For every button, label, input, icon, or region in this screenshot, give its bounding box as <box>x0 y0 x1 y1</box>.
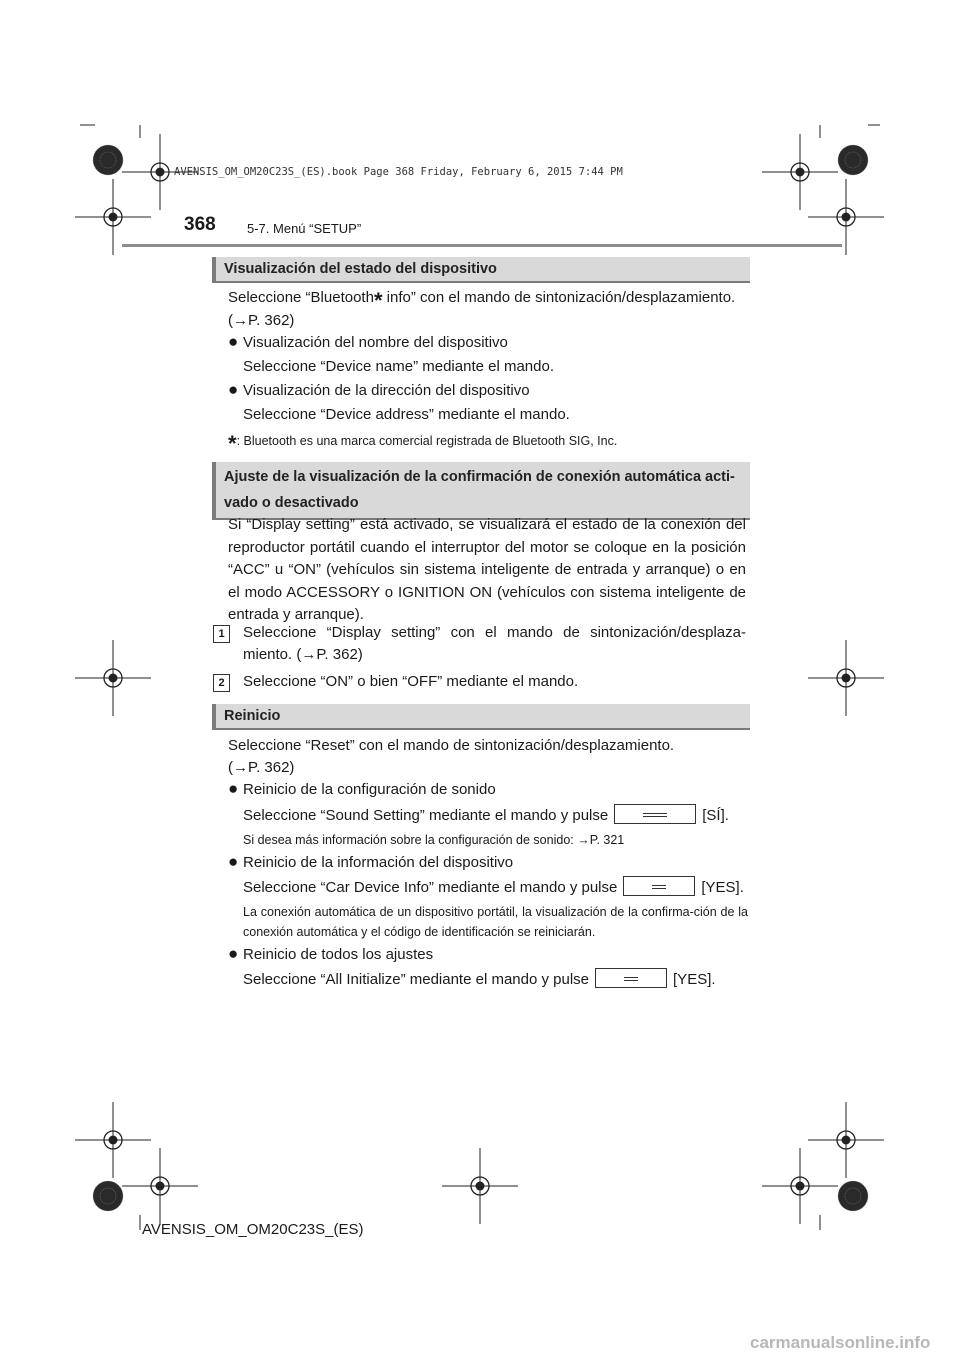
page-number: 368 <box>184 214 216 235</box>
crosshair-icon <box>122 1148 198 1224</box>
instruction-text: Seleccione “Sound Setting” mediante el mando y pulse <box>243 807 609 824</box>
section-header: 5-7. Menú “SETUP” <box>247 221 362 236</box>
button-icon <box>595 968 667 988</box>
list-item <box>228 331 748 354</box>
list-item-detail: Seleccione “Device name” mediante el mando. <box>243 358 554 375</box>
step-number: 1 <box>213 625 230 643</box>
crosshair-icon <box>762 1148 838 1224</box>
crosshair-icon <box>442 1148 518 1224</box>
file-stamp: AVENSIS_OM_OM20C23S_(ES).book Page 368 Friday, February 6, 2015 7:44 PM <box>174 166 623 178</box>
sunburst-icon <box>93 145 123 175</box>
bullet-icon: ● <box>228 852 239 871</box>
sunburst-icon <box>838 145 868 175</box>
list-item-detail <box>243 968 748 991</box>
step-text: Seleccione “Display setting” con el mando de sintonización/desplaza-miento. (→P. 362) <box>243 624 746 663</box>
footnote <box>228 431 748 456</box>
crosshair-icon <box>75 640 151 716</box>
list-item-label: Reinicio de todos los ajustes <box>243 946 434 963</box>
footer-code: AVENSIS_OM_OM20C23S_(ES) <box>142 1221 364 1238</box>
list-item <box>228 778 748 801</box>
list-item-detail: Seleccione “Device address” mediante el mando. <box>243 406 570 423</box>
bullet-icon: ● <box>228 380 239 399</box>
text: Seleccione “Bluetooth <box>228 289 374 306</box>
sunburst-icon <box>93 1181 123 1211</box>
crosshair-icon <box>808 640 884 716</box>
sunburst-icon <box>838 1181 868 1211</box>
footnote-text: : Bluetooth es una marca comercial registrada de Bluetooth SIG, Inc. <box>236 434 618 448</box>
crosshair-icon <box>75 1102 151 1178</box>
list-item-label: Visualización del nombre del dispositivo <box>243 334 508 351</box>
paragraph: Si “Display setting” está activado, se visualizará el estado de la conexión del reproductor portátil cuando el interruptor del motor se coloque en la posición “ACC” u “ON” (vehículos sin sistema inteligente de entrada y arranque) o en el modo ACCESSORY o IGNITION ON (vehículos con sistema inteligente de entrada y arranque). <box>228 516 746 623</box>
crosshair-icon <box>762 134 838 210</box>
list-item <box>228 379 748 402</box>
subheading-auto-connect-display <box>212 462 750 520</box>
list-item-label: Reinicio de la configuración de sonido <box>243 781 496 798</box>
button-icon <box>623 876 695 896</box>
subheading-device-status: Visualización del estado del dispositivo <box>212 257 750 283</box>
list-item <box>228 851 748 874</box>
step-number: 2 <box>213 674 230 692</box>
button-label: [SÍ]. <box>702 807 729 824</box>
bullet-icon: ● <box>228 944 239 963</box>
bullet-icon: ● <box>228 332 239 351</box>
watermark: carmanualsonline.info <box>750 1333 931 1352</box>
list-item <box>228 943 748 966</box>
note: La conexión automática de un dispositivo portátil, la visualización de la confirma-ción de la conexión automática y el código de identificación se reiniciarán. <box>243 905 748 939</box>
paragraph: Seleccione “Reset” con el mando de sintonización/desplazamiento. <box>228 737 675 754</box>
button-label: [YES]. <box>701 879 744 896</box>
subheading-line: Ajuste de la visualización de la confirmación de conexión automática acti- <box>224 469 735 485</box>
page-reference: (→P. 362) <box>228 312 295 329</box>
note: Si desea más información sobre la configuración de sonido: →P. 321 <box>243 833 625 847</box>
list-item-detail <box>243 876 748 899</box>
step-text: Seleccione “ON” o bien “OFF” mediante el mando. <box>243 673 579 690</box>
header-rule <box>122 244 842 247</box>
button-label: [YES]. <box>673 971 716 988</box>
asterisk: * <box>373 288 383 313</box>
instruction-text: Seleccione “Car Device Info” mediante el mando y pulse <box>243 879 618 896</box>
button-icon <box>614 804 696 824</box>
list-item-label: Visualización de la dirección del dispositivo <box>243 382 530 399</box>
list-item-detail <box>243 804 748 827</box>
subheading-line: vado o desactivado <box>224 495 359 511</box>
crosshair-icon <box>808 1102 884 1178</box>
instruction-text: Seleccione “All Initialize” mediante el mando y pulse <box>243 971 590 988</box>
bullet-icon: ● <box>228 779 239 798</box>
asterisk: * <box>228 431 237 456</box>
page-reference: (→P. 362) <box>228 759 295 776</box>
list-item-label: Reinicio de la información del dispositivo <box>243 854 514 871</box>
paragraph <box>228 287 746 313</box>
text: info” con el mando de sintonización/desplazamiento. <box>382 289 736 306</box>
subheading-reset: Reinicio <box>212 704 750 730</box>
